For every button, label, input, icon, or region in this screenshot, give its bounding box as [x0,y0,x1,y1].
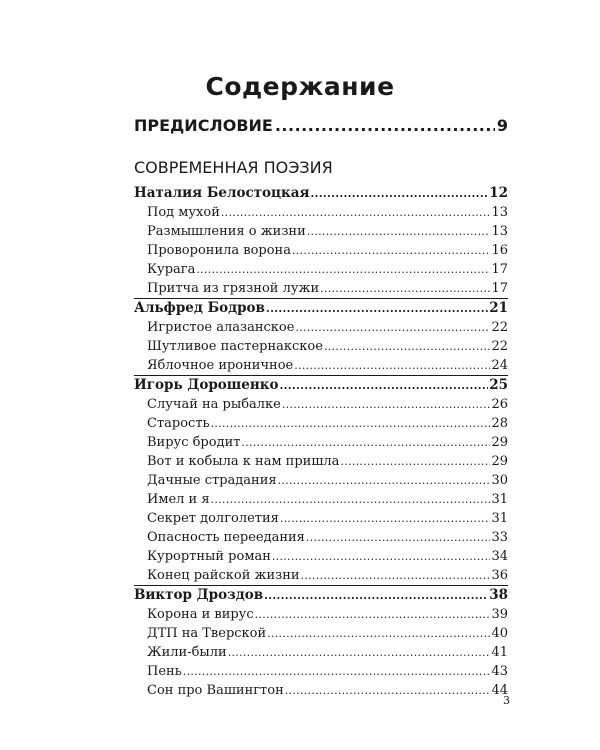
toc-author-row[interactable] [134,375,508,395]
poem-title: Яблочное ироничное [147,358,294,373]
entry-page-number: 30 [491,473,508,488]
dot-leader [295,318,490,337]
entry-page-number: 44 [491,683,508,698]
entry-page-number: 33 [491,530,508,545]
dot-leader [292,241,490,260]
dot-leader [266,299,488,318]
toc-poem-row[interactable] [147,547,508,566]
dot-leader [306,528,491,547]
entry-page-number: 36 [491,568,508,583]
toc-entries [0,184,600,700]
dot-leader [211,414,491,433]
poem-title: Проворонила ворона [147,243,291,258]
poem-title: Пень [147,664,182,679]
section-heading: СОВРЕМЕННАЯ ПОЭЗИЯ [134,158,333,177]
toc-poem-row[interactable] [147,414,508,433]
poem-title: Имел и я [147,492,210,507]
toc-poem-row[interactable] [147,318,508,337]
toc-poem-row[interactable] [147,490,508,509]
toc-poem-row[interactable] [147,222,508,241]
author-name: Игорь Дорошенко [134,377,279,393]
dot-leader [282,395,491,414]
dot-leader [285,681,491,700]
entry-page-number: 38 [489,587,508,603]
entry-page-number: 25 [489,377,508,393]
toc-preface-row[interactable] [134,116,508,136]
entry-page-number: 21 [489,300,508,316]
dot-leader [280,509,491,528]
entry-page-number: 28 [491,416,508,431]
toc-poem-row[interactable] [147,241,508,260]
entry-page-number: 39 [491,607,508,622]
dot-leader [267,624,490,643]
entry-page-number: 29 [491,435,508,450]
poem-title: Размышления о жизни [147,224,306,239]
toc-poem-row[interactable] [147,624,508,643]
poem-title: Корона и вирус [147,607,254,622]
toc-poem-row[interactable] [147,356,508,375]
poem-title: Жили-были [147,645,227,660]
toc-poem-row[interactable] [147,337,508,356]
author-name: Наталия Белостоцкая [134,185,310,201]
dot-leader [196,260,490,279]
page-title: Содержание [205,72,395,101]
dot-leader [221,203,491,222]
entry-page-number: 31 [491,492,508,507]
toc-poem-row[interactable] [147,566,508,585]
toc-poem-row[interactable] [147,681,508,700]
author-name: Виктор Дроздов [134,587,264,603]
poem-title: Секрет долголетия [147,511,279,526]
dot-leader [272,547,491,566]
entry-page-number: 12 [489,185,508,201]
toc-poem-row[interactable] [147,643,508,662]
poem-title: ДТП на Тверской [147,626,267,641]
toc-author-row[interactable] [134,184,508,203]
toc-poem-row[interactable] [147,471,508,490]
toc-poem-row[interactable] [147,605,508,624]
entry-page-number: 34 [491,549,508,564]
poem-title: Старость [147,416,210,431]
poem-title: Игристое алазанское [147,320,295,335]
dot-leader [301,566,491,585]
toc-poem-row[interactable] [147,279,508,298]
entry-page-number: 43 [491,664,508,679]
toc-author-row[interactable] [134,298,508,318]
poem-title: Дачные страдания [147,473,277,488]
dot-leader [264,586,488,605]
dot-leader [255,605,491,624]
dot-leader [324,337,491,356]
toc-poem-row[interactable] [147,662,508,681]
dot-leader [278,471,491,490]
entry-page-number: 17 [491,281,508,296]
entry-page-number: 13 [491,205,508,220]
entry-page-number: 13 [491,224,508,239]
poem-title: Под мухой [147,205,220,220]
entry-page-number: 22 [491,320,508,335]
dot-leader [183,662,491,681]
dot-leader [280,376,489,395]
dot-leader [340,452,490,471]
preface-label: ПРЕДИСЛОВИЕ [134,116,273,135]
entry-page-number: 16 [491,243,508,258]
poem-title: Притча из грязной лужи [147,281,320,296]
toc-poem-row[interactable] [147,528,508,547]
dot-leader [294,356,490,375]
dot-leader [311,184,489,203]
toc-poem-row[interactable] [147,395,508,414]
poem-title: Случай на рыбалке [147,397,281,412]
preface-page-number: 9 [496,116,508,135]
toc-poem-row[interactable] [147,433,508,452]
poem-title: Курага [147,262,196,277]
poem-title: Опасность переедания [147,530,305,545]
poem-title: Вирус бродит [147,435,241,450]
poem-title: Сон про Вашингтон [147,683,284,698]
dot-leader [211,490,491,509]
toc-poem-row[interactable] [147,203,508,222]
entry-page-number: 29 [491,454,508,469]
poem-title: Вот и кобыла к нам пришла [147,454,340,469]
poem-title: Шутливое пастернакское [147,339,323,354]
entry-page-number: 26 [491,397,508,412]
entry-page-number: 40 [491,626,508,641]
dot-leader [275,116,495,136]
dot-leader [320,279,490,298]
entry-page-number: 22 [491,339,508,354]
page-number-footer: 3 [503,694,510,707]
toc-poem-row[interactable] [147,260,508,279]
entry-page-number: 24 [491,358,508,373]
toc-author-row[interactable] [134,585,508,605]
poem-title: Курортный роман [147,549,271,564]
entry-page-number: 41 [491,645,508,660]
dot-leader [307,222,491,241]
dot-leader [241,433,490,452]
author-name: Альфред Бодров [134,300,265,316]
entry-page-number: 31 [491,511,508,526]
toc-poem-row[interactable] [147,452,508,471]
poem-title: Конец райской жизни [147,568,300,583]
entry-page-number: 17 [491,262,508,277]
dot-leader [228,643,491,662]
toc-poem-row[interactable] [147,509,508,528]
